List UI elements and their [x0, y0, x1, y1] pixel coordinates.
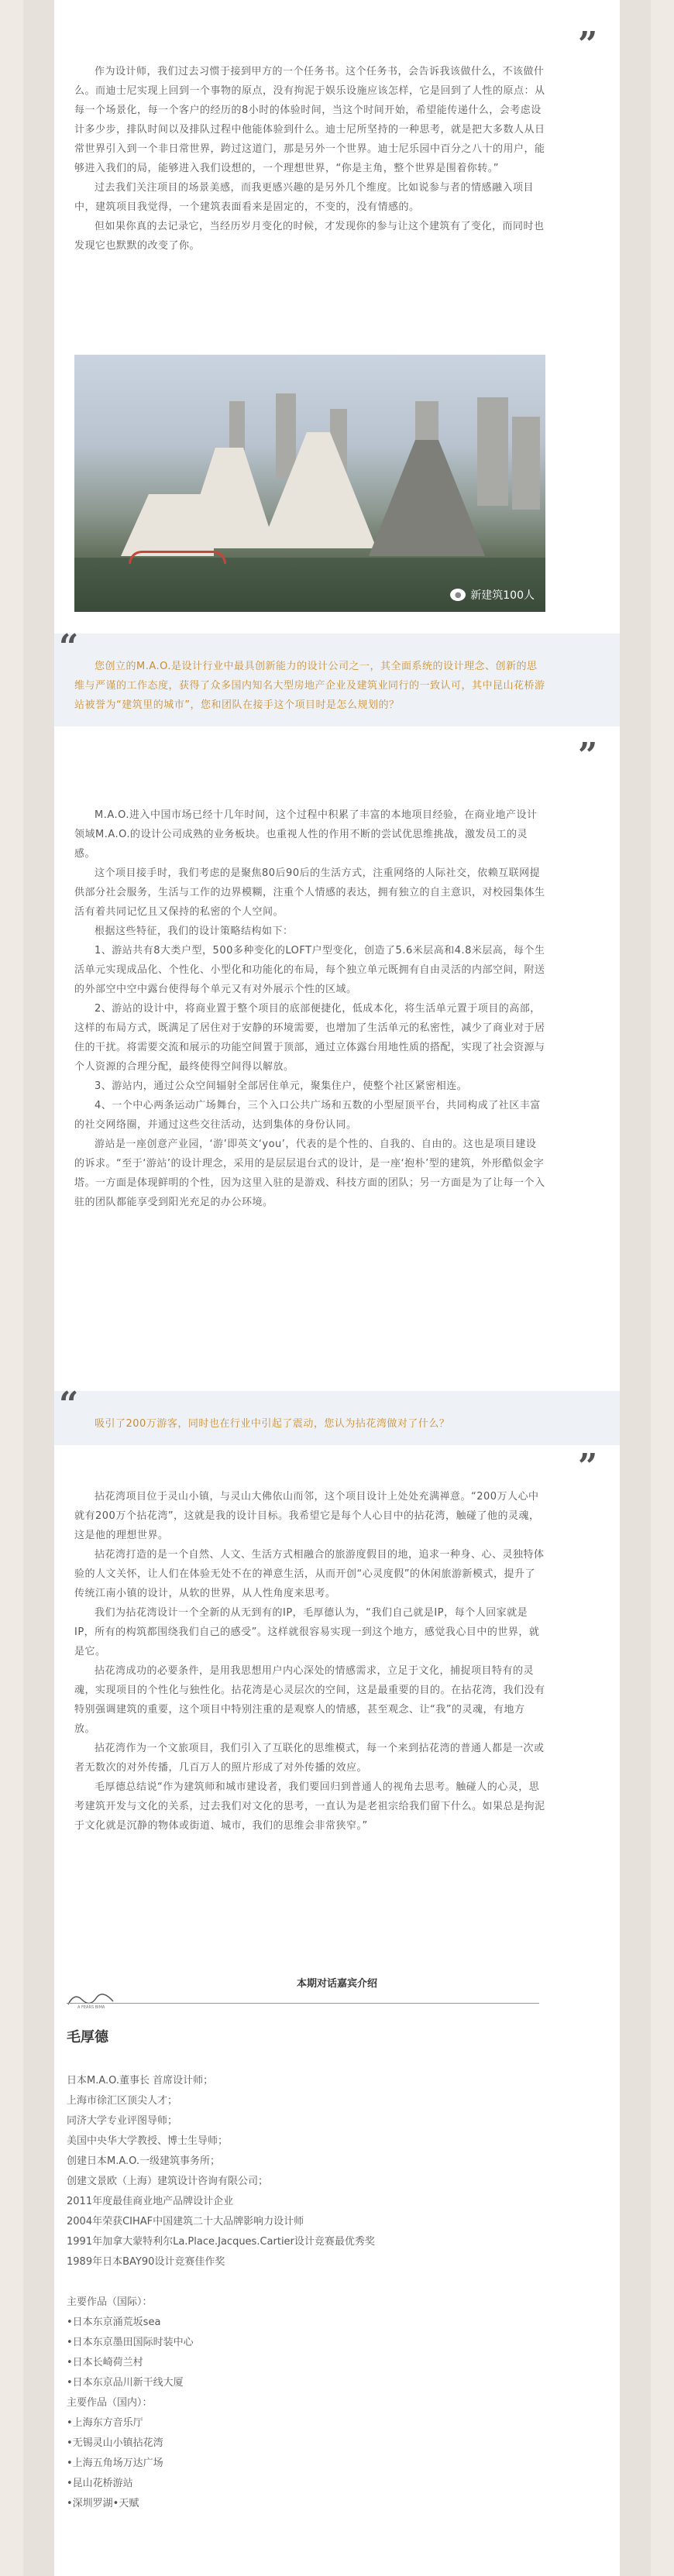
work-item: •上海东方音乐厅 [67, 2417, 143, 2429]
title-item: 美国中央华大学教授、博士生导师； [67, 2135, 229, 2147]
title-item: 日本M.A.O.董事长 首席设计师； [67, 2075, 214, 2087]
title-item: 1989年日本BAY90设计竞赛佳作奖 [67, 2256, 225, 2268]
terraced-building [121, 494, 214, 556]
work-item: •日本东京墨田国际时装中心 [67, 2337, 194, 2348]
title-item: 1991年加拿大蒙特利尔La.Place.Jacques.Cartier设计竞赛最优秀奖 [67, 2236, 375, 2248]
answer-paragraph: 2、游站的设计中，将商业置于整个项目的底部便捷化，低成本化，将生活单元置于项目的高部，这样的布局方式，既满足了居住对于安静的环境需要，也增加了生活单元的私密性，减少了商业对于居住的干扰。将需要交流和展示的功能空间置于顶部，通过立体露台用地性质的搭配，实现了社会资源与个人资源的合理分配，最终使得空间得以解放。 [74, 1003, 545, 1073]
intro-paragraph: 过去我们关注项目的场景美感，而我更感兴趣的是另外几个维度。比如说参与者的情感融入项目中，建筑项目我觉得，一个建筑表面看来是固定的，不变的，没有情感的。 [74, 182, 535, 213]
background-tower [276, 393, 296, 479]
title-item: 上海市徐汇区顶尖人才； [67, 2095, 178, 2107]
spacer [67, 2272, 547, 2293]
work-item: •日本长崎荷兰村 [67, 2357, 143, 2368]
title-item: 创建文景欧（上海）建筑设计咨询有限公司； [67, 2176, 269, 2187]
question-2 [54, 1385, 620, 1445]
answer-paragraph: 毛厚德总结说“作为建筑师和城市建设者，我们要回归到普通人的视角去思考。触碰人的心灵，思考建筑开发与文化的关系，过去我们对文化的思考，一直认为是老祖宗给我们留下什么。如果总是拘泥于文化就是沉静的物体或街道、城市，我们的思维会非常狭窄。” [74, 1781, 545, 1832]
watermark-text: 新建筑100人 [470, 589, 535, 602]
article-card [54, 0, 620, 2576]
red-bridge [129, 551, 226, 564]
title-item: 2004年荣获CIHAF中国建筑二十大品牌影响力设计师 [67, 2216, 304, 2227]
answer-paragraph: 这个项目接手时，我们考虑的是聚焦80后90后的生活方式，注重网络的人际社交，依赖互联网提供部分社会服务，生活与工作的边界模糊，注重个人情感的表达，拥有独立的自主意识，对校园集体生活有着共同记忆且又保持的私密的个人空间。 [74, 867, 545, 918]
wechat-icon: ● [450, 589, 466, 601]
answer-2-text [74, 1487, 545, 1836]
answer-paragraph: 3、游站内，通过公众空间辐射全部居住单元，聚集住户，使整个社区紧密相连。 [95, 1080, 468, 1092]
answer-paragraph: M.A.O.进入中国市场已经十几年时间，这个过程中积累了丰富的本地项目经验，在商业地产设计领域M.A.O.的设计公司成熟的业务板块。也重视人性的作用不断的尝试优思维挑战，激发员工的灵感。 [74, 809, 538, 860]
background-tower [477, 397, 508, 506]
answer-paragraph: 拈花湾打造的是一个自然、人文、生活方式相融合的旅游度假目的地，追求一种身、心、灵独特体验的人文关怀，让人们在体验无处不在的禅意生活，从而开创“心灵度假”的休闲旅游新模式，提升了传统江南小镇的设计，从软的世界，从人性角度来思考。 [74, 1549, 545, 1599]
title-item: 2011年度最佳商业地产品牌设计企业 [67, 2196, 234, 2207]
work-item: •深圳罗湖•天赋 [67, 2498, 139, 2509]
works-heading: 主要作品（国际）： [67, 2296, 153, 2308]
question-text: 您创立的M.A.O.是设计行业中最具创新能力的设计公司之一，其全面系统的设计理念、创新的思维与严谨的工作态度，获得了众多国内知名大型房地产企业及建筑业同行的一致认可，其中昆山花桥游站被誉为“建筑里的城市”，您和团队在接手这个项目时是怎么规划的？ [74, 661, 545, 711]
answer-paragraph: 1、游站共有8大类户型，500多种变化的LOFT户型变化，创造了5.6米层高和4.8米层高，每个生活单元实现成品化、个性化、小型化和功能化的布局，每个独立单元既拥有自由灵活的内部空间，附送的外部空中空中露台使得每个单元又有对外展示个性的区域。 [74, 945, 545, 995]
answer-1-text [74, 805, 545, 1212]
open-quote-icon: “ [59, 627, 79, 667]
watermark [450, 587, 535, 603]
answer-paragraph: 游站是一座创意产业园，‘游’即英文‘you’，代表的是个性的、自我的、自由的。这也是项目建设的诉求。“至于‘游站’的设计理念，采用的是层层退台式的设计，是一座‘抱朴’型的建筑，外形酷似金字塔。一方面是体现鲜明的个性，因为这里入驻的是游戏、科技方面的团队；另一方面是为了让每一个入驻的团队都能享受到阳光充足的办公环境。 [74, 1139, 545, 1208]
section-title: 本期对话嘉宾介绍 [296, 1978, 377, 1990]
question-1 [54, 627, 620, 726]
work-item: •日本东京涌荒坂sea [67, 2317, 161, 2328]
answer-paragraph: 拈花湾作为一个文旅项目，我们引入了互联化的思维模式，每一个来到拈花湾的普通人都是一次或者无数次的对外传播，几百万人的照片形成了对外传播的效应。 [74, 1743, 545, 1774]
project-photo [74, 355, 545, 612]
close-quote-icon: ” [578, 1447, 598, 1486]
answer-paragraph: 拈花湾项目位于灵山小镇，与灵山大佛依山而邻，这个项目设计上处处充满禅意。“200万人心中就有200万个拈花湾”，这就是我的设计目标。我希望它是每个人心目中的拈花湾，触碰了他的灵魂，这是他的理想世界。 [74, 1491, 540, 1541]
river [74, 558, 545, 612]
work-item: •日本东京品川新干线大厦 [67, 2377, 184, 2389]
works-heading: 主要作品（国内）： [67, 2397, 153, 2409]
author-logo-icon [67, 1990, 121, 2009]
intro-paragraph: 作为设计师，我们过去习惯于接到甲方的一个任务书。这个任务书，会告诉我该做什么，不该做什么。而迪士尼实现上回到一个事物的原点，没有拘泥于娱乐设施应该怎样，它是回到了人性的原点：从每一个场景化，每一个客户的经历的8小时的体验时间，当这个时间开始，希望能传递什么，会考虑设计多少步，排队时间以及排队过程中他能体验到什么。迪士尼所坚持的一种思考，就是把大多数人从日常世界引入到一个非日常世界，跨过这道门，那是另外一个世界。迪士尼乐园中百分之八十的用户，能够进入我们的局，能够进入我们设想的，一个理想世界，“你是主角，整个世界是围着你转。” [74, 66, 545, 174]
open-quote-icon: “ [59, 1385, 79, 1424]
logo-text: A FEARS BIMA [77, 2005, 105, 2009]
title-item: 同济大学专业评图导师； [67, 2115, 178, 2127]
work-item: •昆山花桥游站 [67, 2478, 133, 2489]
question-text: 吸引了200万游客，同时也在行业中引起了震动，您认为拈花湾做对了什么？ [95, 1418, 450, 1430]
intro-paragraph: 但如果你真的去记录它，当经历岁月变化的时候，才发现你的参与让这个建筑有了变化，而同时也发现它也默默的改变了你。 [74, 221, 545, 252]
terraced-building [369, 440, 485, 556]
work-item: •无锡灵山小镇拈花湾 [67, 2437, 163, 2449]
close-quote-icon: ” [578, 736, 598, 775]
close-quote-icon: ” [578, 25, 598, 64]
title-item: 创建日本M.A.O.一级建筑事务所； [67, 2155, 220, 2167]
work-item: •上海五角场万达广场 [67, 2458, 163, 2469]
author-titles [67, 2071, 547, 2514]
intro-text [74, 62, 545, 256]
answer-paragraph: 4、一个中心两条运动广场舞台，三个入口公共广场和五数的小型屋顶平台，共同构成了社区丰富的社交网络圈，并通过这些交往活动，达到集体的身份认同。 [74, 1100, 541, 1131]
answer-paragraph: 根据这些特征，我们的设计策略结构如下： [95, 926, 294, 937]
background-tower [512, 417, 540, 510]
answer-paragraph: 我们为拈花湾设计一个全新的从无到有的IP，毛厚德认为，“我们自己就是IP，每个人回家就是IP，所有的构筑都围绕我们自己的感受”。这样就很容易实现一到这个地方，感觉我心目中的世界，就是它。 [74, 1607, 540, 1657]
divider [67, 2003, 539, 2004]
answer-paragraph: 拈花湾成功的必要条件，是用我思想用户内心深处的情感需求，立足于文化，捕捉项目特有的灵魂，实现项目的个性化与独性化。拈花湾是心灵层次的空间，这是最重要的目的。在拈花湾，我们没有特别强调建筑的重要，这个项目中特别注重的是观察人的情感，甚至观念、让“我”的灵魂，有地方放。 [74, 1665, 545, 1735]
author-name: 毛厚德 [67, 2029, 108, 2045]
